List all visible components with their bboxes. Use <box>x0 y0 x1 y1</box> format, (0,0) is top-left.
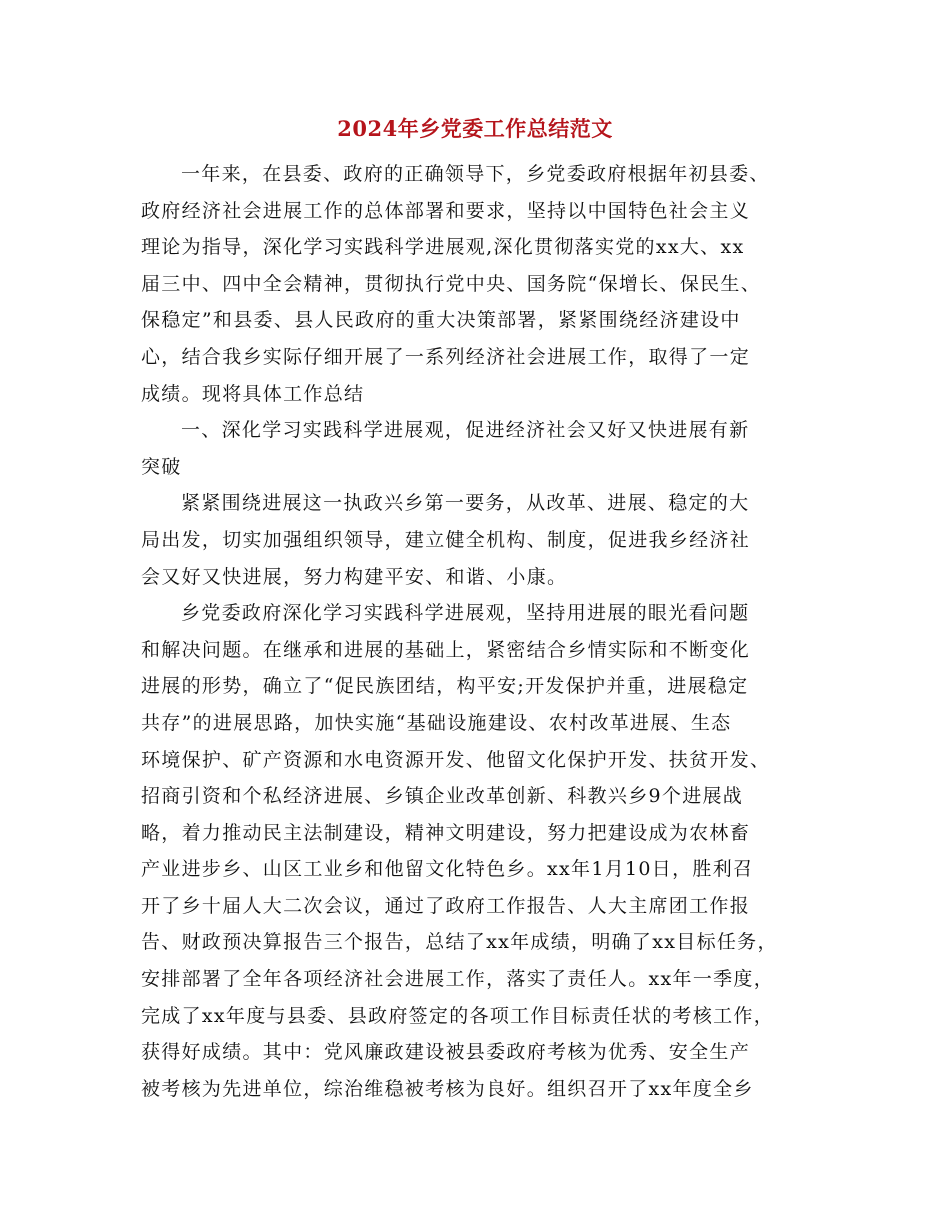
text-line: 进展的形势，确立了“促民族团结，构平安;开发保护并重，进展稳定 <box>141 675 749 698</box>
text-line: 略，着力推动民主法制建设，精神文明建设，努力把建设成为农林畜 <box>141 821 751 844</box>
text-line: 一、深化学习实践科学进展观，促进经济社会又好又快进展有新 <box>181 419 750 442</box>
text-line: 会又好又快进展，努力构建平安、和谐、小康。 <box>141 565 568 588</box>
text-line: 突破 <box>141 455 182 478</box>
text-line: 产业进步乡、山区工业乡和他留文化特色乡。xx年1月10日，胜利召 <box>141 858 754 881</box>
text-line: 理论为指导，深化学习实践科学进展观,深化贯彻落实党的xx大、xx <box>141 236 745 259</box>
text-line: 乡党委政府深化学习实践科学进展观，坚持用进展的眼光看问题 <box>181 602 750 625</box>
text-line: 开了乡十届人大二次会议，通过了政府工作报告、人大主席团工作报 <box>141 894 751 917</box>
text-line: 和解决问题。在继承和进展的基础上，紧密结合乡情实际和不断变化 <box>141 638 751 661</box>
text-line: 紧紧围绕进展这一执政兴乡第一要务，从改革、进展、稳定的大 <box>181 492 750 515</box>
text-line: 告、财政预决算报告三个报告，总结了xx年成绩，明确了xx目标任务， <box>141 931 778 954</box>
text-line: 共存”的进展思路，加快实施“基础设施建设、农村改革进展、生态 <box>141 711 732 734</box>
document-title: 2024年乡党委工作总结范文 <box>337 116 613 141</box>
text-line: 一年来，在县委、政府的正确领导下，乡党委政府根据年初县委、 <box>181 163 770 185</box>
text-line: 保稳定”和县委、县人民政府的重大决策部署，紧紧围绕经济建设中 <box>141 309 741 332</box>
text-line: 被考核为先进单位，综治维稳被考核为良好。组织召开了xx年度全乡 <box>141 1077 754 1100</box>
text-line: 政府经济社会进展工作的总体部署和要求，坚持以中国特色社会主义 <box>141 199 751 222</box>
text-line: 完成了xx年度与县委、县政府签定的各项工作目标责任状的考核工作， <box>141 1004 775 1027</box>
text-line: 安排部署了全年各项经济社会进展工作，落实了责任人。xx年一季度， <box>141 968 775 991</box>
document-body <box>141 156 831 1107</box>
text-line: 届三中、四中全会精神，贯彻执行党中央、国务院“保增长、保民生、 <box>141 272 762 295</box>
text-line: 成绩。现将具体工作总结 <box>141 382 365 405</box>
text-line: 环境保护、矿产资源和水电资源开发、他留文化保护开发、扶贫开发、 <box>141 748 771 771</box>
text-line: 获得好成绩。其中：党风廉政建设被县委政府考核为优秀、安全生产 <box>141 1041 751 1064</box>
text-line: 招商引资和个私经济进展、乡镇企业改革创新、科教兴乡9个进展战 <box>141 785 744 808</box>
text-line: 心，结合我乡实际仔细开展了一系列经济社会进展工作，取得了一定 <box>141 345 751 368</box>
text-line: 局出发，切实加强组织领导，建立健全机构、制度，促进我乡经济社 <box>141 528 751 551</box>
